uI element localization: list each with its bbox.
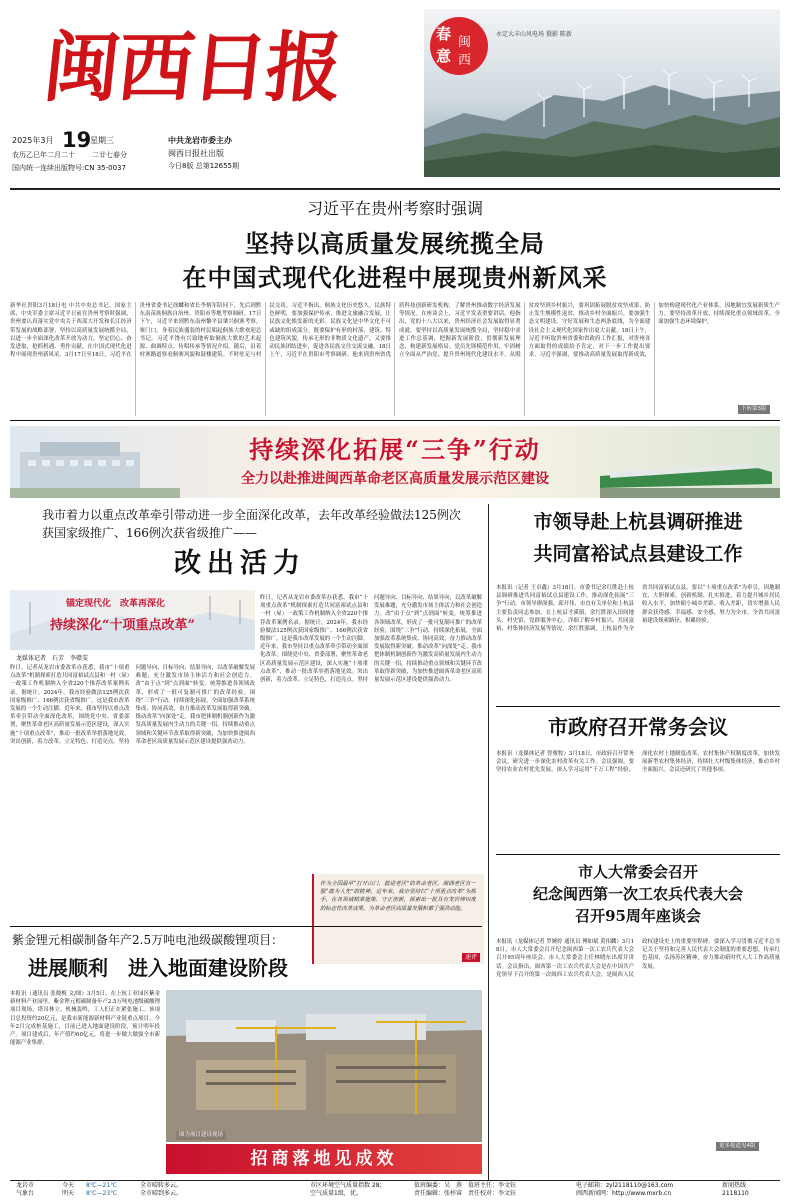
congress-jump: 更多报道见4版: [716, 1142, 759, 1151]
lithium-kicker: 紫金锂元相碳制备年产2.5万吨电池级碳酸锂项目：: [12, 933, 284, 947]
congress-headline-1: 市人大常委会召开: [577, 863, 698, 881]
weather-tomorrow-desc: 全市晴到多云。: [140, 1190, 183, 1197]
lead-rule: [10, 420, 780, 421]
council-headline: 市政府召开常务会议: [548, 715, 728, 739]
council-rule: [496, 854, 780, 855]
banner-title: 持续深化拓展“三争”行动: [249, 435, 541, 464]
air-quality-level: 空气质量1级，优。: [310, 1190, 362, 1197]
spring-char-1: 春: [436, 25, 452, 43]
news-website[interactable]: 闽西新闻网：http://www.mxrb.cn: [576, 1190, 672, 1197]
congress-body: 本报讯（龙媒体记者 罗婉婷 通讯员 傅如斌 黄伟麟）3月18日，市人大常委会召开纪念闽西第一次工农兵代表大会召开95周年座谈会。市人大常委会主任林晓东出席并讲话。会议指出，闽西第一次工农兵代表大会是在中国共产党领导下召开的第一次闽西工农兵代表大会，是闽西人民政权建设史上的重要里程碑。要深入学习贯彻习近平总书记关于坚持和完善人民代表大会制度的重要思想，传承红色基因，弘扬苏区精神，奋力推动新时代人大工作高质量发展。: [496, 939, 780, 978]
weather-tomorrow-temp: 8℃—23℃: [86, 1190, 117, 1197]
lead-kicker: 习近平在贵州考察时强调: [306, 199, 483, 218]
lithium-photo-caption: 图为项目建设现场: [176, 1131, 226, 1140]
hotline-label: 新闻热线: [722, 1182, 747, 1189]
council-body: 本报讯（龙媒体记者 曾俊牧）3月18日，市政府召开常务会议，研究进一步深化农村改革有关工作。会议强调，要坚持农业农村优先发展，深入学习运用“千万工程”经验，深化农村土地制度改革、农村集体产权制度改革，加快发展新型农村集体经济，持续壮大村级集体经济，推动乡村全面振兴。会议还研究了其他事项。: [496, 751, 780, 774]
reform-body-right: 昨日，记者从龙岩市委改革办获悉，我市“十项重点改革”机制探索打造共同富裕试点县和一村（屋）一政策工作机制纳入全省220个推荐改革案例名录。据统计，2024年，我市经验做法125例次获国家级推广、166例次获省级推广。这是我市改革发展的一个生动注脚。近年来，我市坚持以重点改革牵引带动全面深化改革，围绕党中央、省委部署，聚焦革命老区高质量发展示范区建设，深入实施“十项重点改革”，推动一批改革举措落地见效。突出创新，着力改革。立足特色，打造亮点。坚持问题导向、目标导向、结果导向，以改革破解发展难题，充分激发市场主体活力和社会创造力。改“由于点”到“点到面”转变，统筹推进各领域改革，形成了一批可复制可推广的改革经验。围绕“三争”行动，持续深化拓展，全面加强改革系统集成、协同高效，奋力推动改革发展取得新突破。推动改革“向深处”走。我市把体制机制创新作为激发高质量发展内生动力的关键一招，持续推动重点领域和关键环节改革取得新突破，为加快推进闽西革命老区高质量发展示范区建设提供强劲动力。: [260, 595, 482, 684]
page-count: 今日8版: [168, 162, 194, 170]
weather-tomorrow-label: 明天: [62, 1190, 75, 1197]
date-day: 19: [62, 128, 92, 152]
lunar-date: 农历乙巳年二月二十: [12, 151, 75, 159]
column-divider: [488, 504, 489, 1180]
weather-today-temp: 8℃—21℃: [86, 1182, 117, 1189]
solar-term: 二廿七春分: [92, 151, 127, 159]
reform-quote-box: [312, 874, 484, 964]
masthead-photo: [424, 9, 780, 177]
lithium-body: 本报讯（通讯员 张晓梅 文/图）3月5日，在上杭工业园区紫金新材料产业园里，紫金锂元相碳制备年产2.5万吨电池级碳酸锂项目现场，塔吊林立、机械轰鸣，工人们正在紧张施工。该项目总投资约20亿元，是我市新能源新材料产业链重点项目，今年2月完成桩基施工，目前已进入地面建设阶段，预计明年投产。项目建成后，年产值约60亿元，将进一步做大做强全市新能源产业集群。: [10, 991, 160, 1047]
responsible-editors: 责任编辑：张梓睿 责任校对：李文钰: [414, 1190, 517, 1197]
lead-jump: 下转第3版: [738, 405, 770, 414]
lead-body: 新华社贵阳3月18日电 中共中央总书记、国家主席、中央军委主席习近平日前在贵州考察时强调，贵州要认真落实党中央关于西部大开发和长江经济带发展的战略部署，坚持以高质量发展统揽全局，以进一步全面深化改革开放为动力，坚定信心、奋发进取，抢抓机遇、勇作贡献，在中国式现代化进程中展现贵州新风采。3月17日至18日，习近平在贵州省委书记徐麟和省长李炳军陪同下，先后到黔东南苗族侗族自治州、贵阳市等地考察调研。17日下午，习近平来到黔东南州黎平县肇兴侗寨考察。寨门口，身着民族盛装的村民唱起侗族大歌欢迎总书记。习近平饶有兴致地听取侗族大歌的艺术起源、曲调特点、传唱传承等情况介绍。随后，沿着村寨路道察看侗寨风貌和鼓楼建筑。不时驻足与村民交谈。习近平指出，侗族文化历史悠久，民族特色鲜明，要加强保护传承，推进文旅融合发展，让民族文化焕发新的光彩。民族文化是中华文化不可或缺的组成部分，既要保护有形的村落、建筑、特色建筑风貌，传承无形的非物质文化遗产，又要推动民族团结进步，促进各民族交往交流交融。18日上午，习近平在贵阳市考察调研。他来到贵州省优质科技创新研发机构，了解贵州推动数字经济发展等情况。在座谈会上，习近平发表重要讲话。他指出，党的十八大以来，贵州经济社会发展取得显著成就，要坚持以高质量发展统揽全局，坚持稳中求进工作总基调，把握新发展阶段，贯彻新发展理念，构建新发展格局。党员先锋模范作用，牢固树立全面从严治党、提升贵州现代化建设水平。从脱贫攻坚到乡村振兴，要巩固拓展脱贫攻坚成果，防止发生规模性返贫，推动乡村全面振兴。要加强生态文明建设，守好发展和生态两条底线，为全面建设社会主义现代化国家作出更大贡献。18日上午，习近平听取贵州省委和省政府工作汇报，对贵州各方面取得的成绩给予肯定，对下一步工作提出要求。习近平强调，要推动高质量发展取得新成效，加快构建现代化产业体系，因地制宜发展新质生产力。要坚持改革开放，持续深化重点领域改革，全面加强生态环境保护。: [10, 303, 780, 359]
investment-banner: [166, 1144, 482, 1174]
contact-email[interactable]: 电子邮箱：zyl2118110@163.com: [576, 1182, 674, 1189]
masthead: [0, 0, 790, 188]
cn-number: 国内统一连续出版物号:CN 35-0037: [12, 164, 126, 172]
serial-number: 总第12655期: [195, 162, 239, 170]
weather-today-desc: 全市晴转多云。: [140, 1182, 183, 1189]
weather-service: 气象台: [16, 1190, 35, 1197]
reform-deck: 我市着力以重点改革牵引带动进一步全面深化改革，去年改革经验做法125例次获国家级推广、166例次获省级推广——: [42, 508, 461, 540]
masthead-rule: [10, 188, 780, 190]
campaign-banner: [10, 426, 780, 498]
reform-photo-banner: [10, 590, 255, 650]
lithium-photo: [166, 990, 482, 1142]
footer: [10, 1182, 780, 1198]
publisher-block: [168, 134, 268, 172]
reform-photo-line-2: 持续深化“十项重点改革”: [50, 618, 195, 633]
reform-headline: 改出活力: [174, 548, 306, 579]
spring-char-2: 意: [436, 47, 452, 65]
date-weekday: 星期三: [90, 136, 114, 145]
spring-char-4: 西: [458, 53, 472, 68]
reform-photo-line-1: 锚定现代化 改革再深化: [66, 599, 166, 609]
lead-headline-2: 在中国式现代化进程中展现贵州新风采: [182, 263, 608, 292]
duty-editors: 值班编委：吴 燕 值班主任：李文钰: [414, 1182, 517, 1189]
lithium-headline: 进展顺利 进入地面建设阶段: [28, 956, 288, 980]
weather-today-label: 今天: [62, 1182, 75, 1189]
air-quality-index: 市区环境空气质量指数 28;: [310, 1182, 382, 1189]
investment-banner-text: 招商落地见成效: [250, 1149, 398, 1169]
inspect-body: 本报讯（记者 王卓鑫）3月18日，市委书记余红胜赴上杭县调研推进共同富裕试点县建设工作，推动深化拓展“三争”行动。市领导廖深强、邱开伟，市直有关单位和上杭县主要负责同志参加。在上杭县才溪镇，余红胜深入田间地头、村史馆、党群服务中心，详细了解乡村振兴、共同富裕、村集体经济发展等情况。余红胜强调，上杭县作为全省共同富裕试点县，要以“十项重点改革”为牵引，因地制宜、大胆探索，创新机制、扎实推进，着力提升城乡居民收入水平，加快缩小城乡差距、收入差距，切实增强人民群众获得感、幸福感、安全感，努力为全市、全省共同富裕建设探索路径、积累经验。: [496, 585, 780, 633]
inspect-headline-2: 共同富裕试点县建设工作: [533, 543, 743, 565]
reform-quote: 作为全国最早“打开山门、挺进老区”的革命老区，闽西老区有一股“敢为人先”的精神。近年来，我市坚持以“十项重点改革”为抓手，在各领域精准施策、守正创新，探索出一批具有龙岩辨识度的标志性改革成果，为革命老区高质量发展积蓄了强劲动能。: [320, 881, 476, 912]
congress-headline-3: 召开95周年座谈会: [575, 907, 701, 925]
photo-credit: 永定大丰山风电场 摄影 陈新: [496, 31, 572, 38]
date-year-month: 2025年3月: [12, 136, 54, 145]
hotline-number: 2118110: [722, 1190, 749, 1197]
congress-headline-2: 纪念闽西第一次工农兵代表大会: [532, 885, 743, 903]
host-line: 中共龙岩市委主办: [168, 136, 232, 145]
weather-city: 龙岩市: [16, 1182, 35, 1189]
newspaper-logo: 闽西日报: [39, 23, 345, 112]
lead-headline-1: 坚持以高质量发展统揽全局: [245, 229, 545, 258]
reform-body: 昨日，记者从龙岩市委改革办获悉，我市“十项重点改革”机制探索打造共同富裕试点县和一村（屋）一政策工作机制纳入全省220个推荐改革案例名录。据统计，2024年，我市经验做法125例次获国家级推广、166例次获省级推广。这是我市改革发展的一个生动注脚。近年来，我市坚持以重点改革牵引带动全面深化改革，围绕党中央、省委部署，聚焦革命老区高质量发展示范区建设，深入实施“十项重点改革”，推动一批改革举措落地见效。突出创新，着力改革。立足特色，打造亮点。坚持问题导向、目标导向、结果导向，以改革破解发展难题，充分激发市场主体活力和社会创造力。改“由于点”到“点到面”转变，统筹推进各领域改革，形成了一批可复制可推广的改革经验。围绕“三争”行动，持续深化拓展，全面加强改革系统集成、协同高效，奋力推动改革发展取得新突破。推动改革“向深处”走。我市把体制机制创新作为激发高质量发展内生动力的关键一招，持续推动重点领域和关键环节改革取得新突破，为加快推进闽西革命老区高质量发展示范区建设提供强劲动力。: [10, 665, 255, 745]
spring-char-3: 闽: [458, 35, 472, 50]
publisher-line: 闽西日报社出版: [168, 149, 224, 158]
construction-site: [166, 990, 482, 1142]
reform-bottom-rule: [10, 926, 482, 927]
inspect-headline-1: 市领导赴上杭县调研推进: [533, 511, 743, 533]
reform-quote-label: 速评: [462, 953, 480, 962]
reform-byline: 龙媒体记者 石芳 李赣雯: [16, 655, 89, 662]
footer-rule: [10, 1180, 780, 1181]
inspect-rule: [496, 706, 780, 707]
banner-subtitle: 全力以赴推进闽西革命老区高质量发展示范区建设: [241, 471, 549, 487]
